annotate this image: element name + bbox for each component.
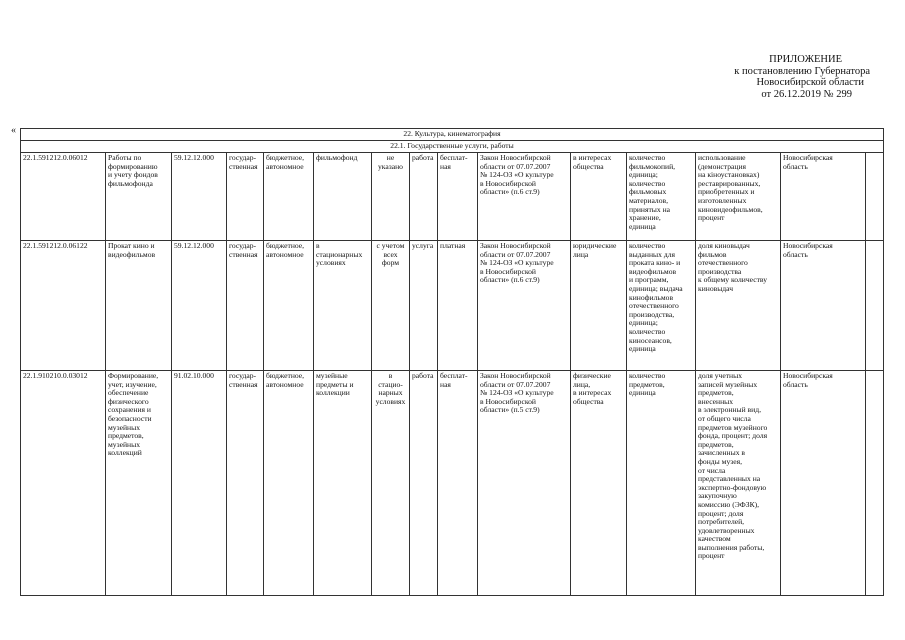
- service-name-cell: Прокат кино и видеофильмов: [106, 241, 172, 371]
- volume-indicator-cell: количество фильмокопий, единица; количество фильмовых материалов, принятых на хранение, единица: [627, 153, 696, 241]
- consumers-cell: юридические лица: [571, 241, 627, 371]
- service-name-cell: Формирование, учет, изучение, обеспечение физического сохранения и безопасности музейных предметов, музейных коллекций: [106, 371, 172, 596]
- service-name-cell: Работы по формированию и учету фондов фильмофонда: [106, 153, 172, 241]
- institution-kind-cell: бюджетное, автономное: [264, 241, 314, 371]
- content-cell: в стационарных условиях: [314, 241, 372, 371]
- okved-code-cell: 59.12.12.000: [172, 241, 227, 371]
- service-type-cell: работа: [410, 371, 438, 596]
- quality-indicator-cell: доля учетных записей музейных предметов, внесенных в электронный вид, от общего числа предметов музейного фонда, процент; доля предметов, зачисленных в фонды музея, от числа представленных на экспертно-фондовую закупочную комиссию (ЭФЗК), процент; доля потребителей, удовлетворенных качеством выполнения работы, процент: [696, 371, 781, 596]
- legal-basis-cell: Закон Новосибирской области от 07.07.2007 № 124-ОЗ «О культуре в Новосибирской области» (п.6 ст.9): [478, 241, 571, 371]
- table-row: [21, 241, 884, 371]
- legal-basis-cell: Закон Новосибирской области от 07.07.2007 № 124-ОЗ «О культуре в Новосибирской области» (п.5 ст.9): [478, 371, 571, 596]
- appendix-title: ПРИЛОЖЕНИЕ: [769, 54, 842, 65]
- consumers-cell: физические лица, в интересах общества: [571, 371, 627, 596]
- empty-cell: [866, 153, 884, 241]
- appendix-date-line: от 26.12.2019 № 299: [761, 88, 852, 100]
- service-type-cell: услуга: [410, 241, 438, 371]
- empty-cell: [866, 241, 884, 371]
- institution-type-cell: государ- ственная: [227, 371, 264, 596]
- registry-code-cell: 22.1.591212.0.06012: [21, 153, 106, 241]
- payment-cell: бесплат- ная: [438, 371, 478, 596]
- institution-type-cell: государ- ственная: [227, 241, 264, 371]
- provider-cell: Новосибирская область: [781, 241, 866, 371]
- services-table: [20, 128, 884, 596]
- appendix-header: [700, 54, 870, 100]
- conditions-cell: с учетом всех форм: [372, 241, 410, 371]
- conditions-cell: в стацио- нарных условиях: [372, 371, 410, 596]
- subsection-row: [21, 141, 884, 153]
- provider-cell: Новосибирская область: [781, 371, 866, 596]
- table-row: [21, 371, 884, 596]
- content-cell: фильмофонд: [314, 153, 372, 241]
- appendix-resolution-line: к постановлению Губернатора: [734, 65, 870, 77]
- registry-code-cell: 22.1.910210.0.03012: [21, 371, 106, 596]
- payment-cell: бесплат- ная: [438, 153, 478, 241]
- legal-basis-cell: Закон Новосибирской области от 07.07.2007 № 124-ОЗ «О культуре в Новосибирской области» (п.6 ст.9): [478, 153, 571, 241]
- subsection-title: 22.1. Государственные услуги, работы: [21, 141, 884, 153]
- registry-code-cell: 22.1.591212.0.06122: [21, 241, 106, 371]
- payment-cell: платная: [438, 241, 478, 371]
- volume-indicator-cell: количество выданных для проката кино- и видеофильмов и программ, единица; выдача кинофильмов отечественного производства, единица; количество киносеансов, единица: [627, 241, 696, 371]
- content-cell: музейные предметы и коллекции: [314, 371, 372, 596]
- service-type-cell: работа: [410, 153, 438, 241]
- empty-cell: [866, 371, 884, 596]
- institution-type-cell: государ- ственная: [227, 153, 264, 241]
- okved-code-cell: 91.02.10.000: [172, 371, 227, 596]
- okved-code-cell: 59.12.12.000: [172, 153, 227, 241]
- appendix-region-line: Новосибирской области: [756, 77, 864, 88]
- section-row: [21, 129, 884, 141]
- institution-kind-cell: бюджетное, автономное: [264, 153, 314, 241]
- consumers-cell: в интересах общества: [571, 153, 627, 241]
- table-row: [21, 153, 884, 241]
- volume-indicator-cell: количество предметов, единица: [627, 371, 696, 596]
- institution-kind-cell: бюджетное, автономное: [264, 371, 314, 596]
- provider-cell: Новосибирская область: [781, 153, 866, 241]
- quality-indicator-cell: доля киновыдач фильмов отечественного производства к общему количеству киновыдач: [696, 241, 781, 371]
- opening-quote-mark: «: [11, 125, 16, 136]
- conditions-cell: не указано: [372, 153, 410, 241]
- quality-indicator-cell: использование (демонстрация на кіноустановках) реставрированных, приобретенных и изготовленных киновидеофильмов, процент: [696, 153, 781, 241]
- section-title: 22. Культура, кинематография: [21, 129, 884, 141]
